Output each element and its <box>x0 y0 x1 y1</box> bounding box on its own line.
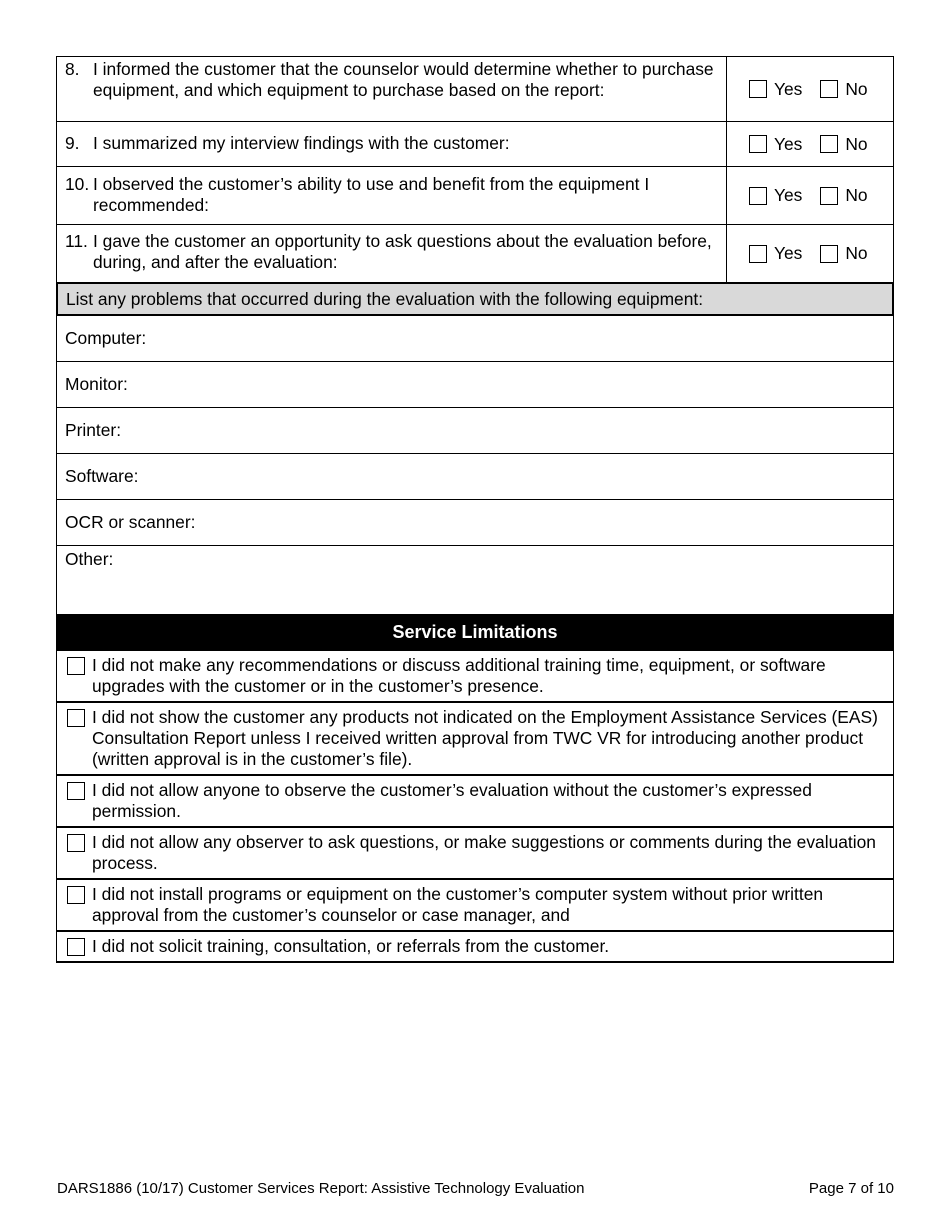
printer-field[interactable]: Printer: <box>56 408 894 454</box>
other-field[interactable]: Other: <box>56 546 894 614</box>
no-option[interactable] <box>820 185 867 206</box>
limitation-text: I did not make any recommendations or discuss additional training time, equipment, or software upgrades with the customer or in the customer’s presence. <box>92 655 826 696</box>
answer-cell <box>727 225 893 282</box>
limitation-text: I did not install programs or equipment on the customer’s computer system without prior written approval from the customer’s counselor or case manager, and <box>92 884 824 925</box>
no-checkbox[interactable] <box>820 187 838 205</box>
monitor-field[interactable]: Monitor: <box>56 362 894 408</box>
limitation-item <box>56 880 894 932</box>
question-number: 9. <box>65 133 80 153</box>
yes-checkbox[interactable] <box>749 135 767 153</box>
limitation-item <box>56 651 894 703</box>
question-row-9 <box>56 122 894 167</box>
limitation-checkbox[interactable] <box>67 886 85 904</box>
limitation-text: I did not allow any observer to ask questions, or make suggestions or comments during the evaluation process. <box>92 832 876 873</box>
yes-option[interactable] <box>749 243 802 264</box>
question-number: 10. <box>65 174 90 194</box>
question-number: 8. <box>65 59 80 79</box>
question-cell <box>57 167 727 224</box>
limitation-text: I did not allow anyone to observe the customer’s evaluation without the customer’s expressed permission. <box>92 780 812 821</box>
question-row-8 <box>56 56 894 122</box>
question-row-11 <box>56 225 894 282</box>
answer-cell <box>727 57 893 121</box>
yes-label: Yes <box>774 78 803 99</box>
no-checkbox[interactable] <box>820 135 838 153</box>
question-text: I informed the customer that the counselor would determine whether to purchase equipment, and which equipment to purchase based on the report: <box>93 59 714 100</box>
no-checkbox[interactable] <box>820 245 838 263</box>
no-label: No <box>845 185 868 205</box>
no-label: No <box>845 243 868 263</box>
page-footer <box>57 1178 894 1199</box>
question-cell <box>57 122 727 166</box>
question-text: I gave the customer an opportunity to ask questions about the evaluation before, during, and after the evaluation: <box>93 231 712 272</box>
evaluation-form <box>56 56 894 963</box>
no-label: No <box>845 78 868 99</box>
computer-field[interactable]: Computer: <box>56 316 894 362</box>
no-option[interactable] <box>820 79 867 100</box>
limitation-item <box>56 932 894 963</box>
yes-option[interactable] <box>749 185 802 206</box>
yes-checkbox[interactable] <box>749 245 767 263</box>
limitation-checkbox[interactable] <box>67 938 85 956</box>
no-checkbox[interactable] <box>820 80 838 98</box>
yes-label: Yes <box>774 133 803 154</box>
limitation-checkbox[interactable] <box>67 782 85 800</box>
limitation-item <box>56 776 894 828</box>
limitation-item <box>56 703 894 776</box>
limitation-text: I did not show the customer any products not indicated on the Employment Assistance Services (EAS) Consultation Report unless I received written approval from TWC VR for introducing another product (written approval is in the customer’s file). <box>92 707 878 769</box>
no-label: No <box>845 133 868 154</box>
yes-option[interactable] <box>749 134 802 155</box>
answer-cell <box>727 167 893 224</box>
limitation-checkbox[interactable] <box>67 834 85 852</box>
question-cell <box>57 225 727 282</box>
question-text: I observed the customer’s ability to use and benefit from the equipment I recommended: <box>93 174 650 215</box>
yes-option[interactable] <box>749 79 802 100</box>
question-row-10 <box>56 167 894 225</box>
yes-checkbox[interactable] <box>749 187 767 205</box>
limitation-checkbox[interactable] <box>67 657 85 675</box>
service-limitations-heading: Service Limitations <box>56 614 894 651</box>
question-number: 11. <box>65 231 88 251</box>
no-option[interactable] <box>820 134 867 155</box>
yes-checkbox[interactable] <box>749 80 767 98</box>
answer-cell <box>727 122 893 166</box>
yes-label: Yes <box>774 185 803 205</box>
question-text: I summarized my interview findings with the customer: <box>93 133 510 153</box>
limitation-text: I did not solicit training, consultation, or referrals from the customer. <box>92 936 610 956</box>
no-option[interactable] <box>820 243 867 264</box>
ocr-scanner-field[interactable]: OCR or scanner: <box>56 500 894 546</box>
yes-label: Yes <box>774 243 803 263</box>
question-cell <box>57 57 727 121</box>
limitation-checkbox[interactable] <box>67 709 85 727</box>
limitation-item <box>56 828 894 880</box>
form-id: DARS1886 (10/17) Customer Services Report: Assistive Technology Evaluation <box>57 1180 585 1197</box>
problems-heading: List any problems that occurred during the evaluation with the following equipment: <box>56 282 894 316</box>
software-field[interactable]: Software: <box>56 454 894 500</box>
page-number: Page 7 of 10 <box>808 1180 894 1197</box>
